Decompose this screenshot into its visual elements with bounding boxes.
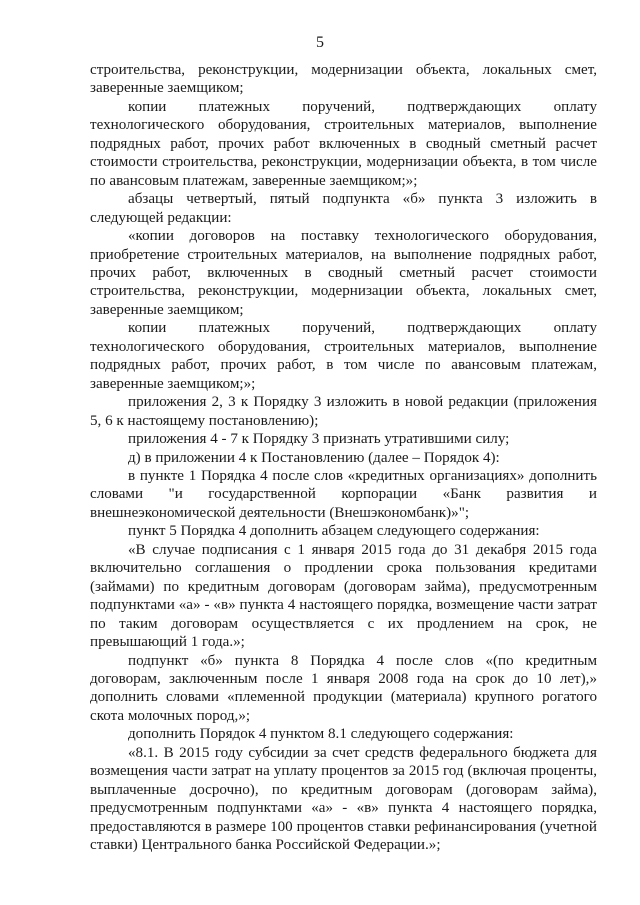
paragraph: «8.1. В 2015 году субсидии за счет средств федерального бюджета для возмещения части затрат на уплату процентов за 2015 год (включая проценты, выплаченные досрочно), по кредитным договорам (договорам займа), предусмотренным подпунктами «а» - «в» пункта 4 настоящего порядка, предоставляются в размере 100 процентов ставки рефинансирования (учетной ставки) Центрального банка Российской Федерации.»; [90,744,597,854]
paragraph: строительства, реконструкции, модернизации объекта, локальных смет, заверенные заемщиком; [90,62,597,97]
paragraph: в пункте 1 Порядка 4 после слов «кредитных организациях» дополнить словами "и государственной корпорации «Банк развития и внешнеэкономической деятельности (Внешэкономбанк)»"; [90,467,597,521]
paragraph: пункт 5 Порядка 4 дополнить абзацем следующего содержания: [128,523,540,540]
paragraph: подпункт «б» пункта 8 Порядка 4 после слов «(по кредитным договорам, заключенным после 1 января 2008 года на срок до 10 лет),» дополнить словами «племенной продукции (материала) крупного рогатого скота молочных пород,»; [90,652,597,724]
paragraph: дополнить Порядок 4 пунктом 8.1 следующего содержания: [128,726,514,743]
paragraph: приложения 2, 3 к Порядку 3 изложить в новой редакции (приложения 5, 6 к настоящему постановлению); [90,394,597,429]
paragraph: д) в приложении 4 к Постановлению (далее – Порядок 4): [128,449,500,466]
paragraph: абзацы четвертый, пятый подпункта «б» пункта 3 изложить в следующей редакции: [90,191,597,226]
paragraph: «копии договоров на поставку технологического оборудования, приобретение строительных материалов, на выполнение подрядных работ, прочих работ, включенных в сводный сметный расчет стоимости строительства, реконструкции, модернизации объекта, локальных смет, заверенные заемщиком; [90,228,597,318]
paragraph: копии платежных поручений, подтверждающих оплату технологического оборудования, строительных материалов, выполнение подрядных работ, прочих работ, в том числе по авансовым платежам, заверенные заемщиком;»; [90,320,597,392]
page-number: 5 [316,34,324,51]
document-body [90,61,597,854]
paragraph: приложения 4 - 7 к Порядку 3 признать утратившими силу; [128,431,510,448]
paragraph: «В случае подписания с 1 января 2015 года до 31 декабря 2015 года включительно соглашения о продлении срока пользования кредитами (займами) по кредитным договорам (договорам займа), предусмотренным подпунктами «а» - «в» пункта 4 настоящего порядка, возмещение части затрат по таким договорам осуществляется с их продлением на срок, не превышающий 1 года.»; [90,541,597,651]
paragraph: копии платежных поручений, подтверждающих оплату технологического оборудования, строительных материалов, выполнение подрядных работ, прочих работ включенных в сводный сметный расчет стоимости строительства, реконструкции, модернизации объекта, в том числе по авансовым платежам, заверенные заемщиком;»; [90,98,597,189]
